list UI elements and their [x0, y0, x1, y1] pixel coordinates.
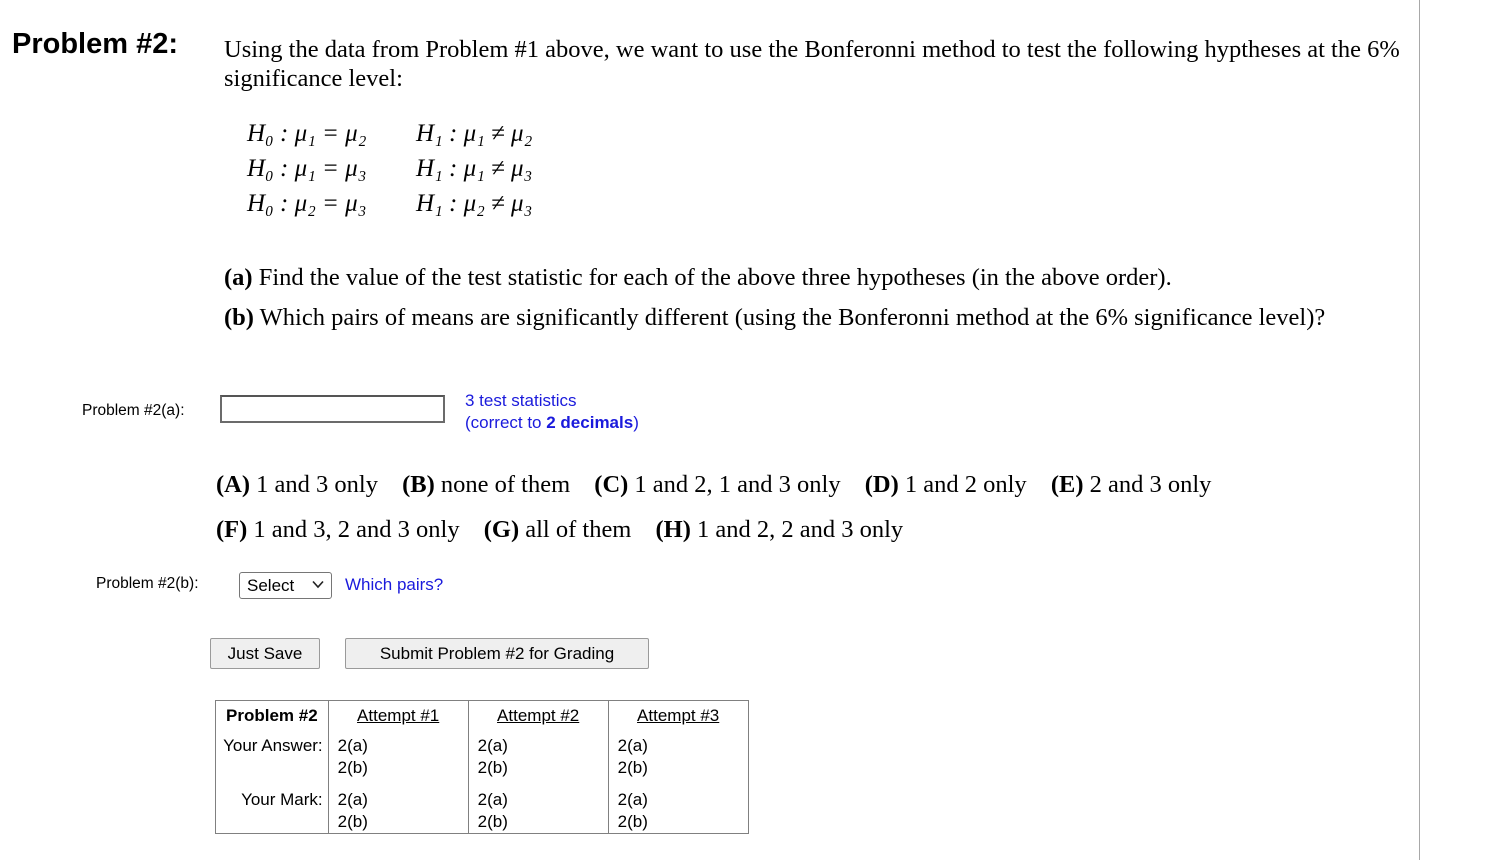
- chevron-down-icon: [312, 578, 324, 590]
- attempt-2-answer: 2(a) 2(b): [468, 731, 608, 789]
- choices-row-2: [216, 516, 921, 544]
- answer-row: [216, 731, 749, 789]
- alt-hypothesis-1: H₁ : μ₁ ≠ μ₂: [416, 120, 533, 147]
- alt-hypothesis-2: H₁ : μ₁ ≠ μ₃: [416, 155, 533, 182]
- answer-b-hint: Which pairs?: [345, 575, 444, 594]
- answer-a-hint: [465, 390, 639, 434]
- attempt-1-mark: 2(a) 2(b): [328, 789, 468, 834]
- choice-a: (A) 1 and 3 only: [216, 471, 378, 498]
- attempt-1-answer: 2(a) 2(b): [328, 731, 468, 789]
- choice-c: (C) 1 and 2, 1 and 3 only: [594, 471, 841, 498]
- attempt-2-mark: 2(a) 2(b): [468, 789, 608, 834]
- choice-h: (H) 1 and 2, 2 and 3 only: [655, 516, 904, 543]
- answer-a-label: Problem #2(a):: [82, 402, 185, 419]
- part-b-text: Which pairs of means are significantly different (using the Bonferonni method at the 6% significance level)?: [259, 304, 1326, 331]
- problem-statement: Using the data from Problem #1 above, we want to use the Bonferonni method to test the following hyptheses at the 6% significance level:: [224, 36, 1400, 92]
- choice-g: (G) all of them: [483, 516, 632, 543]
- part-a-tag: (a): [224, 264, 253, 291]
- just-save-button[interactable]: Just Save: [210, 638, 320, 669]
- part-a-text: Find the value of the test statistic for each of the above three hypotheses (in the above order).: [258, 264, 1172, 291]
- hint-line-1: 3 test statistics: [465, 391, 577, 410]
- part-a-question: [224, 264, 1172, 292]
- submit-button[interactable]: Submit Problem #2 for Grading: [345, 638, 649, 669]
- attempts-table: [215, 700, 749, 834]
- choices-row-1: [216, 471, 1229, 499]
- answer-row-label: Your Answer:: [223, 736, 323, 755]
- attempt-3-answer: 2(a) 2(b): [608, 731, 748, 789]
- alt-hypothesis-3: H₁ : μ₂ ≠ μ₃: [416, 190, 533, 217]
- choice-e: (E) 2 and 3 only: [1050, 471, 1212, 498]
- mark-row-label: Your Mark:: [241, 790, 323, 809]
- part-b-tag: (b): [224, 304, 254, 331]
- problem-heading: Problem #2:: [12, 28, 178, 60]
- right-border-line: [1419, 0, 1420, 860]
- null-hypothesis-1: H₀ : μ₁ = μ₂: [247, 120, 367, 147]
- attempt-3-mark: 2(a) 2(b): [608, 789, 748, 834]
- answer-b-select[interactable]: [239, 572, 332, 599]
- attempt-2-link[interactable]: Attempt #2: [468, 701, 608, 732]
- mark-row: [216, 789, 749, 834]
- choice-f: (F) 1 and 3, 2 and 3 only: [216, 516, 460, 543]
- attempt-3-link[interactable]: Attempt #3: [608, 701, 748, 732]
- answer-a-input[interactable]: [220, 395, 445, 423]
- select-value: Select: [247, 575, 295, 595]
- attempts-table-header: Problem #2: [226, 706, 318, 725]
- answer-b-label: Problem #2(b):: [96, 575, 199, 592]
- attempt-1-link[interactable]: Attempt #1: [328, 701, 468, 732]
- hint-line-2: (correct to 2 decimals): [465, 413, 639, 432]
- choice-b: (B) none of them: [402, 471, 571, 498]
- null-hypothesis-3: H₀ : μ₂ = μ₃: [247, 190, 367, 217]
- null-hypothesis-2: H₀ : μ₁ = μ₃: [247, 155, 367, 182]
- part-b-question: [224, 304, 1325, 332]
- choice-d: (D) 1 and 2 only: [864, 471, 1027, 498]
